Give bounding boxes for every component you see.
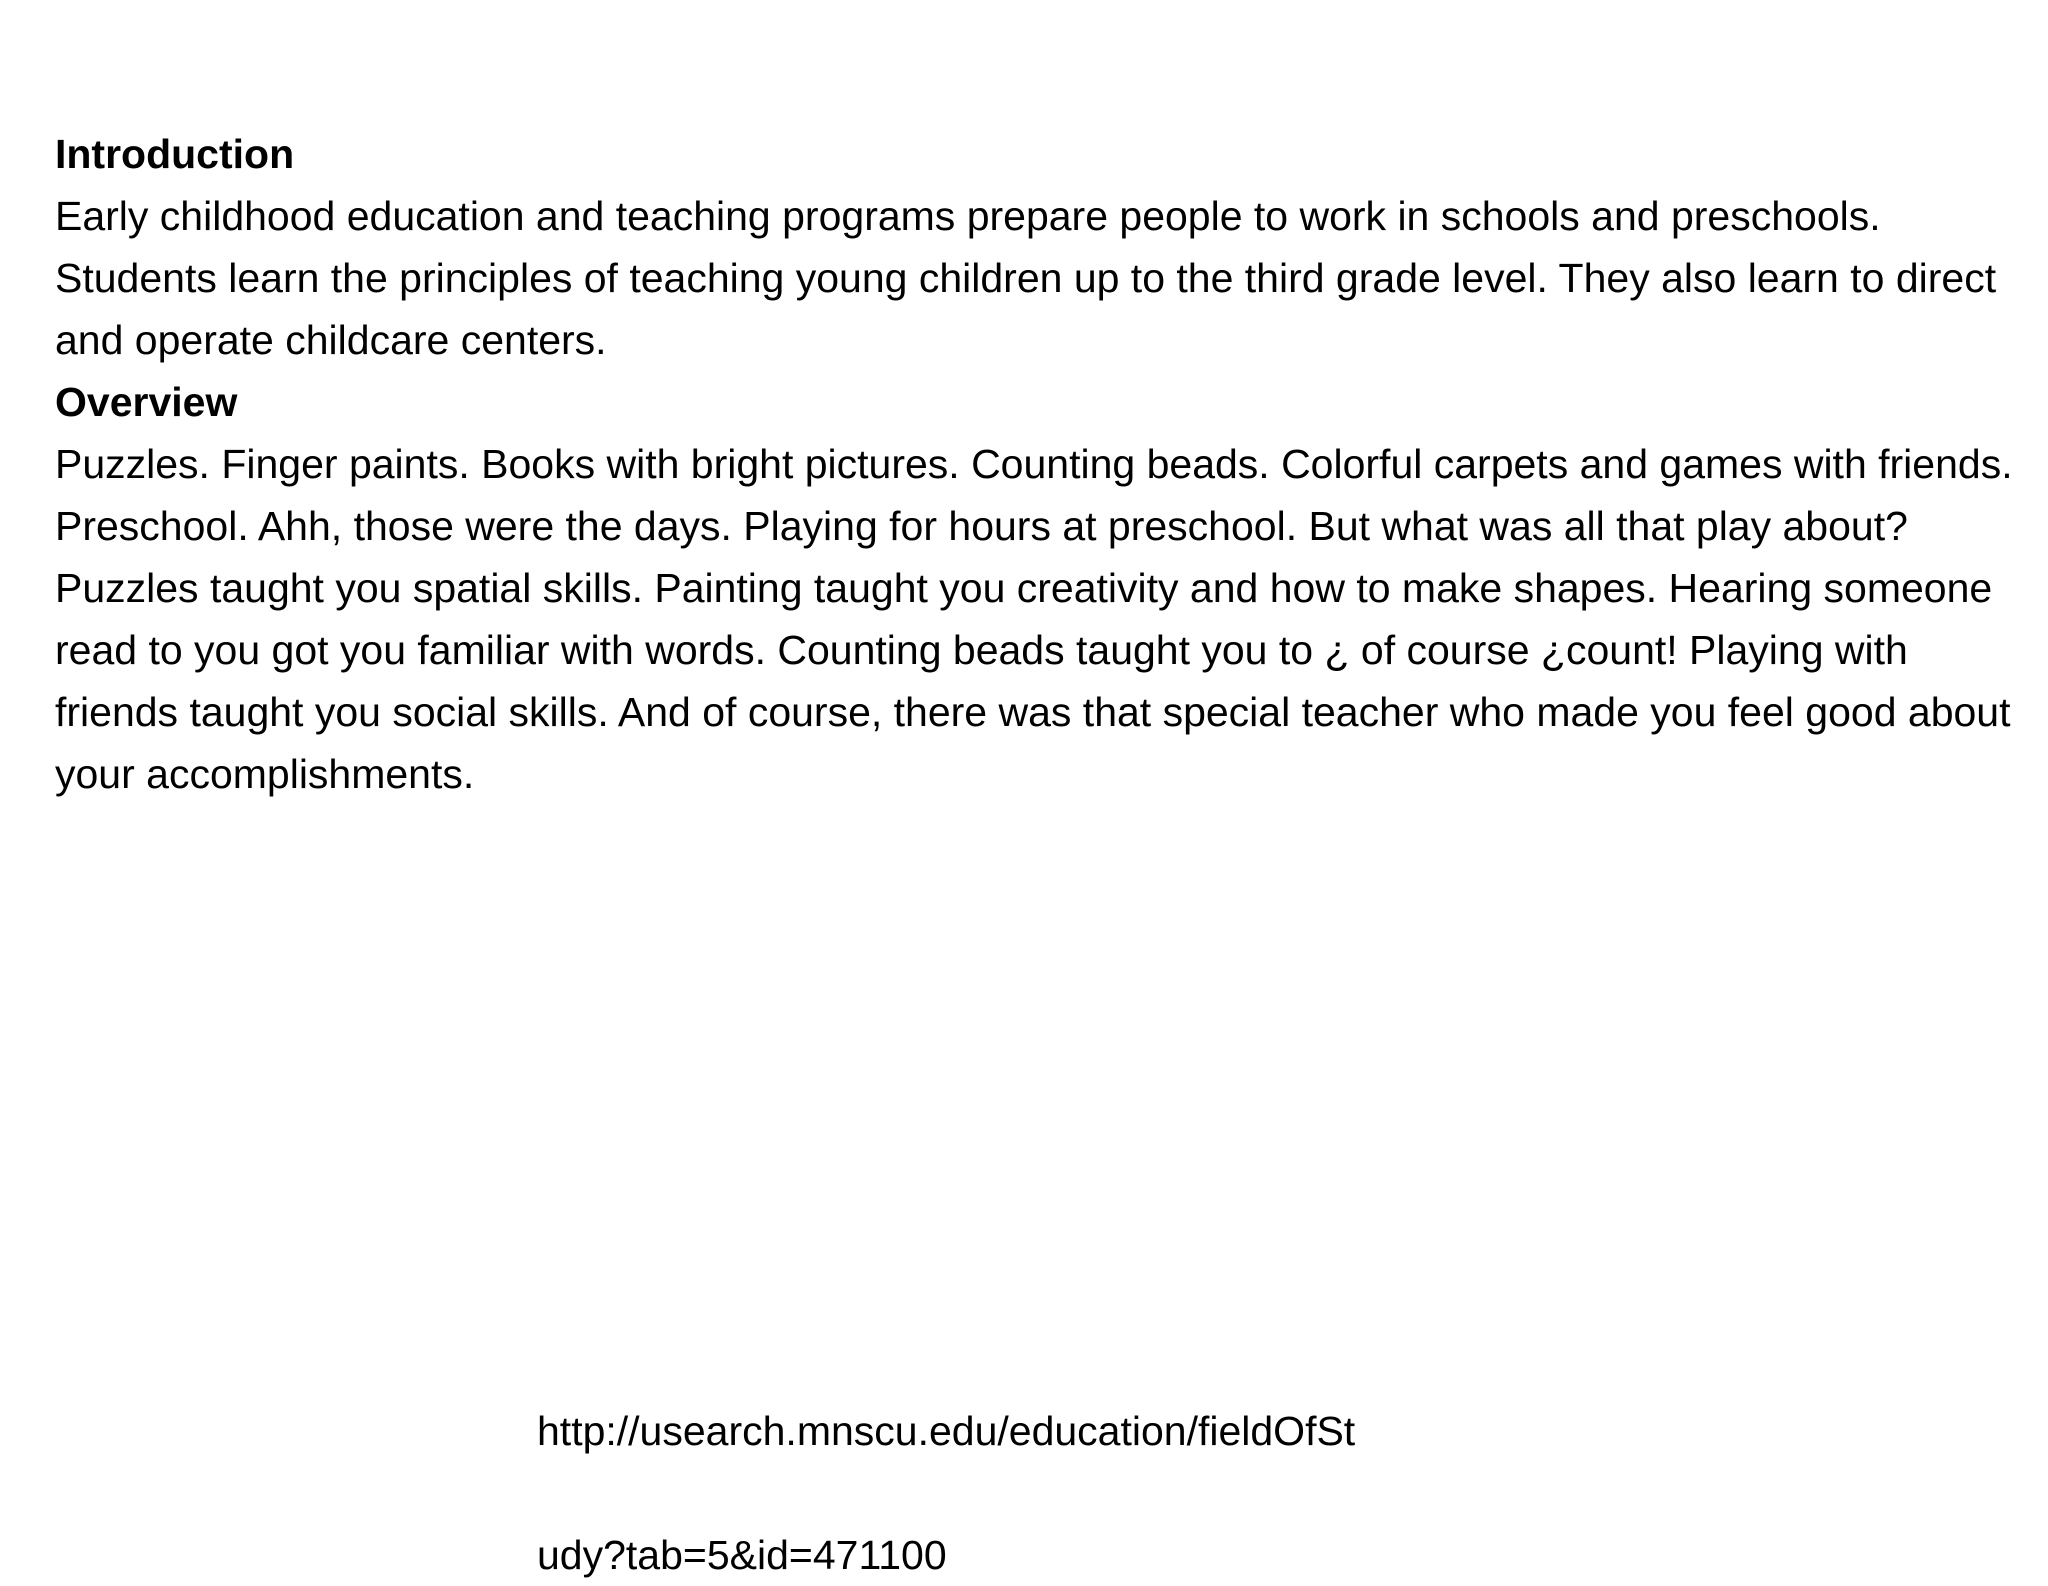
introduction-heading: Introduction — [55, 131, 295, 177]
introduction-body: Early childhood education and teaching programs prepare people to work in schools and preschools. Students learn the principles of teaching young children up to the third grade level. They also learn to direct and operate childcare centers. — [55, 193, 1997, 363]
source-url-link[interactable] — [537, 1338, 1537, 1586]
source-url-line-2: udy?tab=5&id=471100 — [537, 1532, 947, 1578]
source-url-line-1: http://usearch.mnscu.edu/education/fieldOfSt — [537, 1408, 1356, 1454]
overview-body: Puzzles. Finger paints. Books with bright pictures. Counting beads. Colorful carpets and games with friends. Preschool. Ahh, those were the days. Playing for hours at preschool. But what was all that play about? Puzzles taught you spatial skills. Painting taught you creativity and how to make shapes. Hearing someone read to you got you familiar with words. Counting beads taught you to ¿ of course ¿count! Playing with friends taught you social skills. And of course, there was that special teacher who made you feel good about your accomplishments. — [55, 441, 2013, 797]
content-block — [55, 123, 2015, 805]
overview-heading: Overview — [55, 379, 238, 425]
